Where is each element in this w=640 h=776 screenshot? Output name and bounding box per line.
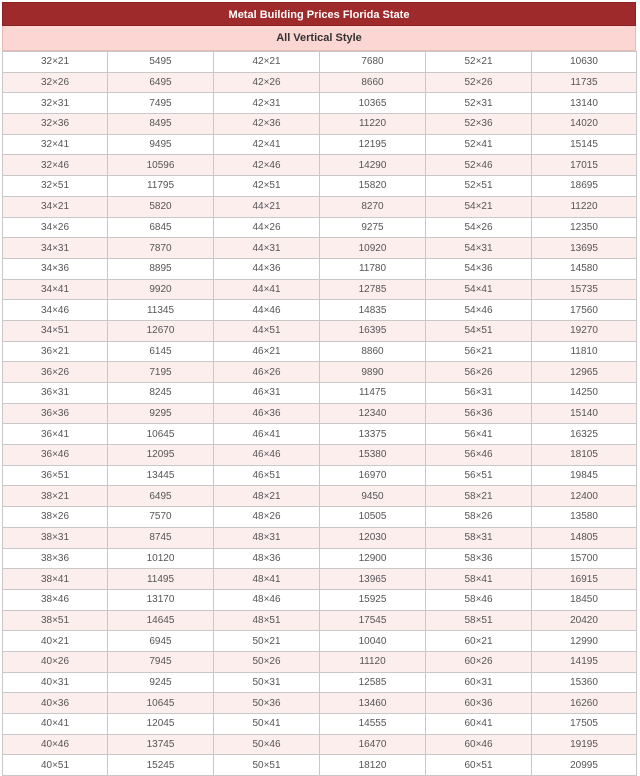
table-row xyxy=(3,403,637,424)
size-cell: 56×51 xyxy=(426,465,532,486)
price-cell: 11475 xyxy=(320,383,426,404)
size-cell: 56×41 xyxy=(426,424,532,445)
size-cell: 42×31 xyxy=(214,93,320,114)
price-cell: 14580 xyxy=(532,258,637,279)
size-cell: 36×41 xyxy=(3,424,108,445)
price-cell: 8245 xyxy=(108,383,214,404)
price-cell: 15245 xyxy=(108,755,214,776)
price-cell: 10505 xyxy=(320,507,426,528)
price-cell: 13140 xyxy=(532,93,637,114)
price-cell: 12195 xyxy=(320,134,426,155)
size-cell: 54×51 xyxy=(426,320,532,341)
size-cell: 38×36 xyxy=(3,548,108,569)
size-cell: 50×36 xyxy=(214,693,320,714)
price-cell: 15140 xyxy=(532,403,637,424)
size-cell: 38×26 xyxy=(3,507,108,528)
size-cell: 40×31 xyxy=(3,672,108,693)
price-cell: 19845 xyxy=(532,465,637,486)
price-cell: 16260 xyxy=(532,693,637,714)
table-row xyxy=(3,589,637,610)
size-cell: 52×51 xyxy=(426,176,532,197)
size-cell: 34×21 xyxy=(3,196,108,217)
price-cell: 13745 xyxy=(108,734,214,755)
size-cell: 58×36 xyxy=(426,548,532,569)
price-cell: 9245 xyxy=(108,672,214,693)
size-cell: 42×41 xyxy=(214,134,320,155)
price-cell: 8660 xyxy=(320,72,426,93)
size-cell: 38×46 xyxy=(3,589,108,610)
table-row xyxy=(3,734,637,755)
size-cell: 60×31 xyxy=(426,672,532,693)
price-cell: 11810 xyxy=(532,341,637,362)
price-cell: 13445 xyxy=(108,465,214,486)
size-cell: 56×36 xyxy=(426,403,532,424)
size-cell: 54×26 xyxy=(426,217,532,238)
size-cell: 48×26 xyxy=(214,507,320,528)
size-cell: 36×46 xyxy=(3,445,108,466)
size-cell: 52×26 xyxy=(426,72,532,93)
price-cell: 13170 xyxy=(108,589,214,610)
size-cell: 50×31 xyxy=(214,672,320,693)
price-cell: 12990 xyxy=(532,631,637,652)
price-cell: 13460 xyxy=(320,693,426,714)
price-cell: 10120 xyxy=(108,548,214,569)
table-row xyxy=(3,258,637,279)
price-cell: 11345 xyxy=(108,300,214,321)
table-row xyxy=(3,631,637,652)
price-cell: 18105 xyxy=(532,445,637,466)
size-cell: 32×51 xyxy=(3,176,108,197)
price-cell: 7495 xyxy=(108,93,214,114)
size-cell: 38×21 xyxy=(3,486,108,507)
size-cell: 40×41 xyxy=(3,714,108,735)
table-row xyxy=(3,465,637,486)
price-cell: 9295 xyxy=(108,403,214,424)
size-cell: 54×21 xyxy=(426,196,532,217)
price-cell: 15820 xyxy=(320,176,426,197)
size-cell: 32×46 xyxy=(3,155,108,176)
price-cell: 14805 xyxy=(532,527,637,548)
price-cell: 17015 xyxy=(532,155,637,176)
size-cell: 58×46 xyxy=(426,589,532,610)
table-row xyxy=(3,714,637,735)
size-cell: 58×31 xyxy=(426,527,532,548)
table-row xyxy=(3,114,637,135)
size-cell: 58×51 xyxy=(426,610,532,631)
size-cell: 56×31 xyxy=(426,383,532,404)
size-cell: 52×36 xyxy=(426,114,532,135)
price-cell: 5495 xyxy=(108,52,214,73)
size-cell: 44×26 xyxy=(214,217,320,238)
size-cell: 46×31 xyxy=(214,383,320,404)
size-cell: 56×46 xyxy=(426,445,532,466)
size-cell: 60×41 xyxy=(426,714,532,735)
table-row xyxy=(3,693,637,714)
table-row xyxy=(3,279,637,300)
price-table xyxy=(2,51,637,776)
price-cell: 18695 xyxy=(532,176,637,197)
price-cell: 14555 xyxy=(320,714,426,735)
table-subtitle: All Vertical Style xyxy=(2,26,636,51)
price-cell: 17560 xyxy=(532,300,637,321)
size-cell: 40×46 xyxy=(3,734,108,755)
table-row xyxy=(3,93,637,114)
price-cell: 10630 xyxy=(532,52,637,73)
price-cell: 15700 xyxy=(532,548,637,569)
size-cell: 60×26 xyxy=(426,651,532,672)
size-cell: 36×21 xyxy=(3,341,108,362)
size-cell: 46×21 xyxy=(214,341,320,362)
price-cell: 12785 xyxy=(320,279,426,300)
price-cell: 10040 xyxy=(320,631,426,652)
price-cell: 12045 xyxy=(108,714,214,735)
price-cell: 12340 xyxy=(320,403,426,424)
price-cell: 8860 xyxy=(320,341,426,362)
size-cell: 38×41 xyxy=(3,569,108,590)
price-cell: 17505 xyxy=(532,714,637,735)
price-cell: 13965 xyxy=(320,569,426,590)
price-cell: 5820 xyxy=(108,196,214,217)
price-cell: 9495 xyxy=(108,134,214,155)
size-cell: 42×26 xyxy=(214,72,320,93)
table-row xyxy=(3,610,637,631)
size-cell: 32×21 xyxy=(3,52,108,73)
size-cell: 58×26 xyxy=(426,507,532,528)
size-cell: 46×51 xyxy=(214,465,320,486)
table-row xyxy=(3,238,637,259)
price-cell: 7945 xyxy=(108,651,214,672)
price-cell: 13580 xyxy=(532,507,637,528)
table-row xyxy=(3,755,637,776)
price-cell: 16970 xyxy=(320,465,426,486)
size-cell: 44×36 xyxy=(214,258,320,279)
table-row xyxy=(3,569,637,590)
size-cell: 50×51 xyxy=(214,755,320,776)
size-cell: 56×21 xyxy=(426,341,532,362)
price-cell: 19195 xyxy=(532,734,637,755)
price-cell: 16325 xyxy=(532,424,637,445)
table-row xyxy=(3,548,637,569)
table-row xyxy=(3,155,637,176)
price-cell: 8895 xyxy=(108,258,214,279)
size-cell: 60×46 xyxy=(426,734,532,755)
price-cell: 9450 xyxy=(320,486,426,507)
price-cell: 12400 xyxy=(532,486,637,507)
size-cell: 46×36 xyxy=(214,403,320,424)
price-cell: 16470 xyxy=(320,734,426,755)
price-table-body xyxy=(3,52,637,776)
price-cell: 11120 xyxy=(320,651,426,672)
size-cell: 32×36 xyxy=(3,114,108,135)
table-row xyxy=(3,672,637,693)
price-cell: 8270 xyxy=(320,196,426,217)
price-cell: 7870 xyxy=(108,238,214,259)
price-cell: 16915 xyxy=(532,569,637,590)
price-cell: 8745 xyxy=(108,527,214,548)
size-cell: 60×36 xyxy=(426,693,532,714)
size-cell: 36×26 xyxy=(3,362,108,383)
size-cell: 42×46 xyxy=(214,155,320,176)
size-cell: 42×36 xyxy=(214,114,320,135)
price-cell: 14835 xyxy=(320,300,426,321)
price-cell: 16395 xyxy=(320,320,426,341)
size-cell: 48×31 xyxy=(214,527,320,548)
size-cell: 50×41 xyxy=(214,714,320,735)
price-cell: 10920 xyxy=(320,238,426,259)
price-cell: 14250 xyxy=(532,383,637,404)
price-cell: 6845 xyxy=(108,217,214,238)
size-cell: 48×21 xyxy=(214,486,320,507)
price-cell: 6945 xyxy=(108,631,214,652)
price-cell: 7680 xyxy=(320,52,426,73)
size-cell: 34×41 xyxy=(3,279,108,300)
size-cell: 58×21 xyxy=(426,486,532,507)
size-cell: 56×26 xyxy=(426,362,532,383)
price-cell: 18450 xyxy=(532,589,637,610)
price-cell: 6495 xyxy=(108,72,214,93)
table-row xyxy=(3,527,637,548)
size-cell: 44×46 xyxy=(214,300,320,321)
size-cell: 38×51 xyxy=(3,610,108,631)
price-cell: 9890 xyxy=(320,362,426,383)
size-cell: 36×31 xyxy=(3,383,108,404)
table-row xyxy=(3,507,637,528)
size-cell: 42×51 xyxy=(214,176,320,197)
price-cell: 12965 xyxy=(532,362,637,383)
price-cell: 9920 xyxy=(108,279,214,300)
price-cell: 10365 xyxy=(320,93,426,114)
table-row xyxy=(3,217,637,238)
price-cell: 19270 xyxy=(532,320,637,341)
size-cell: 36×36 xyxy=(3,403,108,424)
price-cell: 11495 xyxy=(108,569,214,590)
price-cell: 12030 xyxy=(320,527,426,548)
price-cell: 18120 xyxy=(320,755,426,776)
price-cell: 20420 xyxy=(532,610,637,631)
size-cell: 46×46 xyxy=(214,445,320,466)
price-cell: 15925 xyxy=(320,589,426,610)
size-cell: 52×21 xyxy=(426,52,532,73)
size-cell: 48×36 xyxy=(214,548,320,569)
size-cell: 52×31 xyxy=(426,93,532,114)
price-cell: 8495 xyxy=(108,114,214,135)
size-cell: 40×51 xyxy=(3,755,108,776)
price-cell: 10596 xyxy=(108,155,214,176)
table-row xyxy=(3,320,637,341)
table-row xyxy=(3,383,637,404)
size-cell: 44×41 xyxy=(214,279,320,300)
table-row xyxy=(3,445,637,466)
size-cell: 34×51 xyxy=(3,320,108,341)
price-cell: 15145 xyxy=(532,134,637,155)
price-cell: 12095 xyxy=(108,445,214,466)
size-cell: 54×36 xyxy=(426,258,532,279)
size-cell: 40×21 xyxy=(3,631,108,652)
price-cell: 14290 xyxy=(320,155,426,176)
size-cell: 38×31 xyxy=(3,527,108,548)
price-cell: 6495 xyxy=(108,486,214,507)
price-cell: 10645 xyxy=(108,424,214,445)
price-cell: 15380 xyxy=(320,445,426,466)
size-cell: 60×21 xyxy=(426,631,532,652)
price-cell: 11735 xyxy=(532,72,637,93)
size-cell: 40×26 xyxy=(3,651,108,672)
price-table-container xyxy=(2,2,636,776)
size-cell: 46×26 xyxy=(214,362,320,383)
size-cell: 54×31 xyxy=(426,238,532,259)
table-row xyxy=(3,176,637,197)
price-cell: 15360 xyxy=(532,672,637,693)
price-cell: 12585 xyxy=(320,672,426,693)
size-cell: 60×51 xyxy=(426,755,532,776)
size-cell: 54×46 xyxy=(426,300,532,321)
size-cell: 34×26 xyxy=(3,217,108,238)
price-cell: 12350 xyxy=(532,217,637,238)
size-cell: 44×31 xyxy=(214,238,320,259)
size-cell: 44×21 xyxy=(214,196,320,217)
table-row xyxy=(3,52,637,73)
size-cell: 34×31 xyxy=(3,238,108,259)
price-cell: 20995 xyxy=(532,755,637,776)
size-cell: 32×26 xyxy=(3,72,108,93)
price-cell: 11220 xyxy=(320,114,426,135)
size-cell: 52×41 xyxy=(426,134,532,155)
size-cell: 48×46 xyxy=(214,589,320,610)
price-cell: 15735 xyxy=(532,279,637,300)
size-cell: 32×31 xyxy=(3,93,108,114)
table-row xyxy=(3,651,637,672)
size-cell: 34×36 xyxy=(3,258,108,279)
size-cell: 58×41 xyxy=(426,569,532,590)
size-cell: 42×21 xyxy=(214,52,320,73)
price-cell: 11220 xyxy=(532,196,637,217)
size-cell: 32×41 xyxy=(3,134,108,155)
price-cell: 14645 xyxy=(108,610,214,631)
size-cell: 54×41 xyxy=(426,279,532,300)
size-cell: 34×46 xyxy=(3,300,108,321)
table-row xyxy=(3,196,637,217)
table-row xyxy=(3,424,637,445)
table-row xyxy=(3,362,637,383)
size-cell: 50×46 xyxy=(214,734,320,755)
price-cell: 14195 xyxy=(532,651,637,672)
size-cell: 48×41 xyxy=(214,569,320,590)
table-row xyxy=(3,300,637,321)
size-cell: 44×51 xyxy=(214,320,320,341)
price-cell: 6145 xyxy=(108,341,214,362)
price-cell: 13375 xyxy=(320,424,426,445)
price-cell: 7195 xyxy=(108,362,214,383)
size-cell: 50×21 xyxy=(214,631,320,652)
price-cell: 17545 xyxy=(320,610,426,631)
size-cell: 52×46 xyxy=(426,155,532,176)
price-cell: 11780 xyxy=(320,258,426,279)
price-cell: 10645 xyxy=(108,693,214,714)
table-row xyxy=(3,341,637,362)
price-cell: 13695 xyxy=(532,238,637,259)
table-row xyxy=(3,134,637,155)
size-cell: 50×26 xyxy=(214,651,320,672)
size-cell: 40×36 xyxy=(3,693,108,714)
price-cell: 11795 xyxy=(108,176,214,197)
price-cell: 9275 xyxy=(320,217,426,238)
table-row xyxy=(3,486,637,507)
size-cell: 48×51 xyxy=(214,610,320,631)
price-cell: 12670 xyxy=(108,320,214,341)
table-title: Metal Building Prices Florida State xyxy=(2,2,636,26)
table-row xyxy=(3,72,637,93)
price-cell: 14020 xyxy=(532,114,637,135)
price-cell: 12900 xyxy=(320,548,426,569)
size-cell: 36×51 xyxy=(3,465,108,486)
price-cell: 7570 xyxy=(108,507,214,528)
size-cell: 46×41 xyxy=(214,424,320,445)
